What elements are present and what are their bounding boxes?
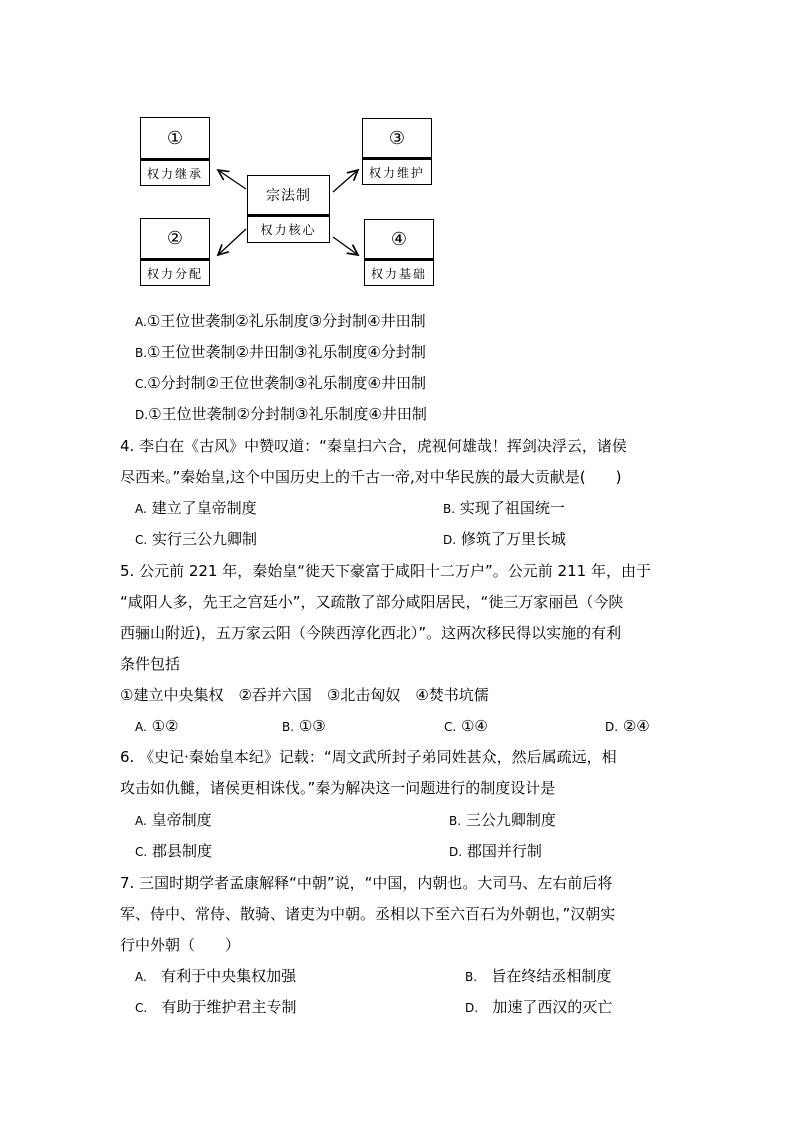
q5-option-c: C. ①④ <box>444 717 488 735</box>
q7-stem-line-2: 军、侍中、常侍、散骑、诸吏为中朝。丞相以下至六百石为外朝也，”汉朝实 <box>120 905 616 923</box>
diagram-box-1 <box>140 117 210 186</box>
q6-stem-line-1: 6. 《史记·秦始皇本纪》记载：“周文武所封子弟同姓甚众，然后属疏远，相 <box>120 748 617 766</box>
box-4-number: ④ <box>364 219 434 259</box>
q5-stem-line-4: 条件包括 <box>120 655 181 673</box>
box-1-label: 权力继承 <box>140 158 210 186</box>
q5-option-b: B. ①③ <box>282 717 326 735</box>
box-3-number: ③ <box>362 118 432 158</box>
box-2-number: ② <box>140 218 210 259</box>
q4-stem-line-2: 尽西来。”秦始皇,这个中国历史上的千古一帝,对中华民族的最大贡献是( ) <box>120 468 622 486</box>
diagram-box-4 <box>364 219 434 286</box>
q7-option-c: C. 有助于维护君主专制 <box>135 998 297 1016</box>
q7-stem-line-3: 行中外朝（ ） <box>120 936 241 954</box>
q5-stem-line-3: 西骊山附近)，五万家云阳（今陕西淳化西北）”。这两次移民得以实施的有利 <box>120 624 622 642</box>
q4-option-d: D. 修筑了万里长城 <box>443 530 566 548</box>
q4-option-c: C. 实行三公九卿制 <box>135 530 257 548</box>
q7-option-d: D. 加速了西汉的灭亡 <box>465 998 613 1016</box>
arrow-to-box2 <box>218 229 246 255</box>
center-title: 宗法制 <box>247 175 330 215</box>
q7-option-b: B. 旨在终结丞相制度 <box>465 967 612 985</box>
q7-stem-line-1: 7. 三国时期学者孟康解释“中朝”说，“中国，内朝也。大司马、左右前后将 <box>120 874 613 892</box>
q5-stem-line-1: 5. 公元前 221 年，秦始皇“徙天下豪富于咸阳十二万户”。公元前 211 年，由于 <box>120 562 651 580</box>
arrow-to-box1 <box>218 170 246 189</box>
q5-option-d: D. ②④ <box>605 717 650 735</box>
q4-option-a: A. 建立了皇帝制度 <box>135 499 257 517</box>
q6-option-c: C. 郡县制度 <box>135 842 212 860</box>
arrow-to-box3 <box>333 170 358 192</box>
q4-stem-line-1: 4. 李白在《古风》中赞叹道：“秦皇扫六合，虎视何雄哉！挥剑决浮云，诸侯 <box>120 437 627 455</box>
q6-option-d: D. 郡国并行制 <box>449 842 542 860</box>
q4-option-b: B. 实现了祖国统一 <box>443 499 565 517</box>
q3-option-d: D.①王位世袭制②分封制③礼乐制度④井田制 <box>135 405 427 423</box>
diagram-box-3 <box>362 118 432 185</box>
box-4-label: 权力基础 <box>364 258 434 286</box>
diagram-box-2 <box>140 218 210 286</box>
q3-option-c: C.①分封制②王位世袭制③礼乐制度④井田制 <box>135 374 426 392</box>
arrow-to-box4 <box>333 237 358 255</box>
q7-option-a: A. 有利于中央集权加强 <box>135 967 297 985</box>
box-3-label: 权力维护 <box>362 157 432 185</box>
system-diagram <box>0 0 794 300</box>
q3-option-a: A.①王位世袭制②礼乐制度③分封制④井田制 <box>135 312 426 330</box>
box-2-label: 权力分配 <box>140 258 210 286</box>
center-label: 权力核心 <box>247 214 330 243</box>
q6-stem-line-2: 攻击如仇雠，诸侯更相诛伐。”秦为解决这一问题进行的制度设计是 <box>120 779 556 797</box>
q6-option-a: A. 皇帝制度 <box>135 811 212 829</box>
diagram-center-box <box>247 175 330 243</box>
box-1-number: ① <box>140 117 210 159</box>
q6-option-b: B. 三公九卿制度 <box>449 811 556 829</box>
q3-option-b: B.①王位世袭制②井田制③礼乐制度④分封制 <box>135 343 426 361</box>
q5-stem-line-2: “咸阳人多，先王之宫廷小”，又疏散了部分咸阳居民，“徙三万家丽邑（今陕 <box>120 593 624 611</box>
q5-option-a: A. ①② <box>135 717 179 735</box>
q5-items: ①建立中央集权 ②吞并六国 ③北击匈奴 ④焚书坑儒 <box>120 686 489 704</box>
